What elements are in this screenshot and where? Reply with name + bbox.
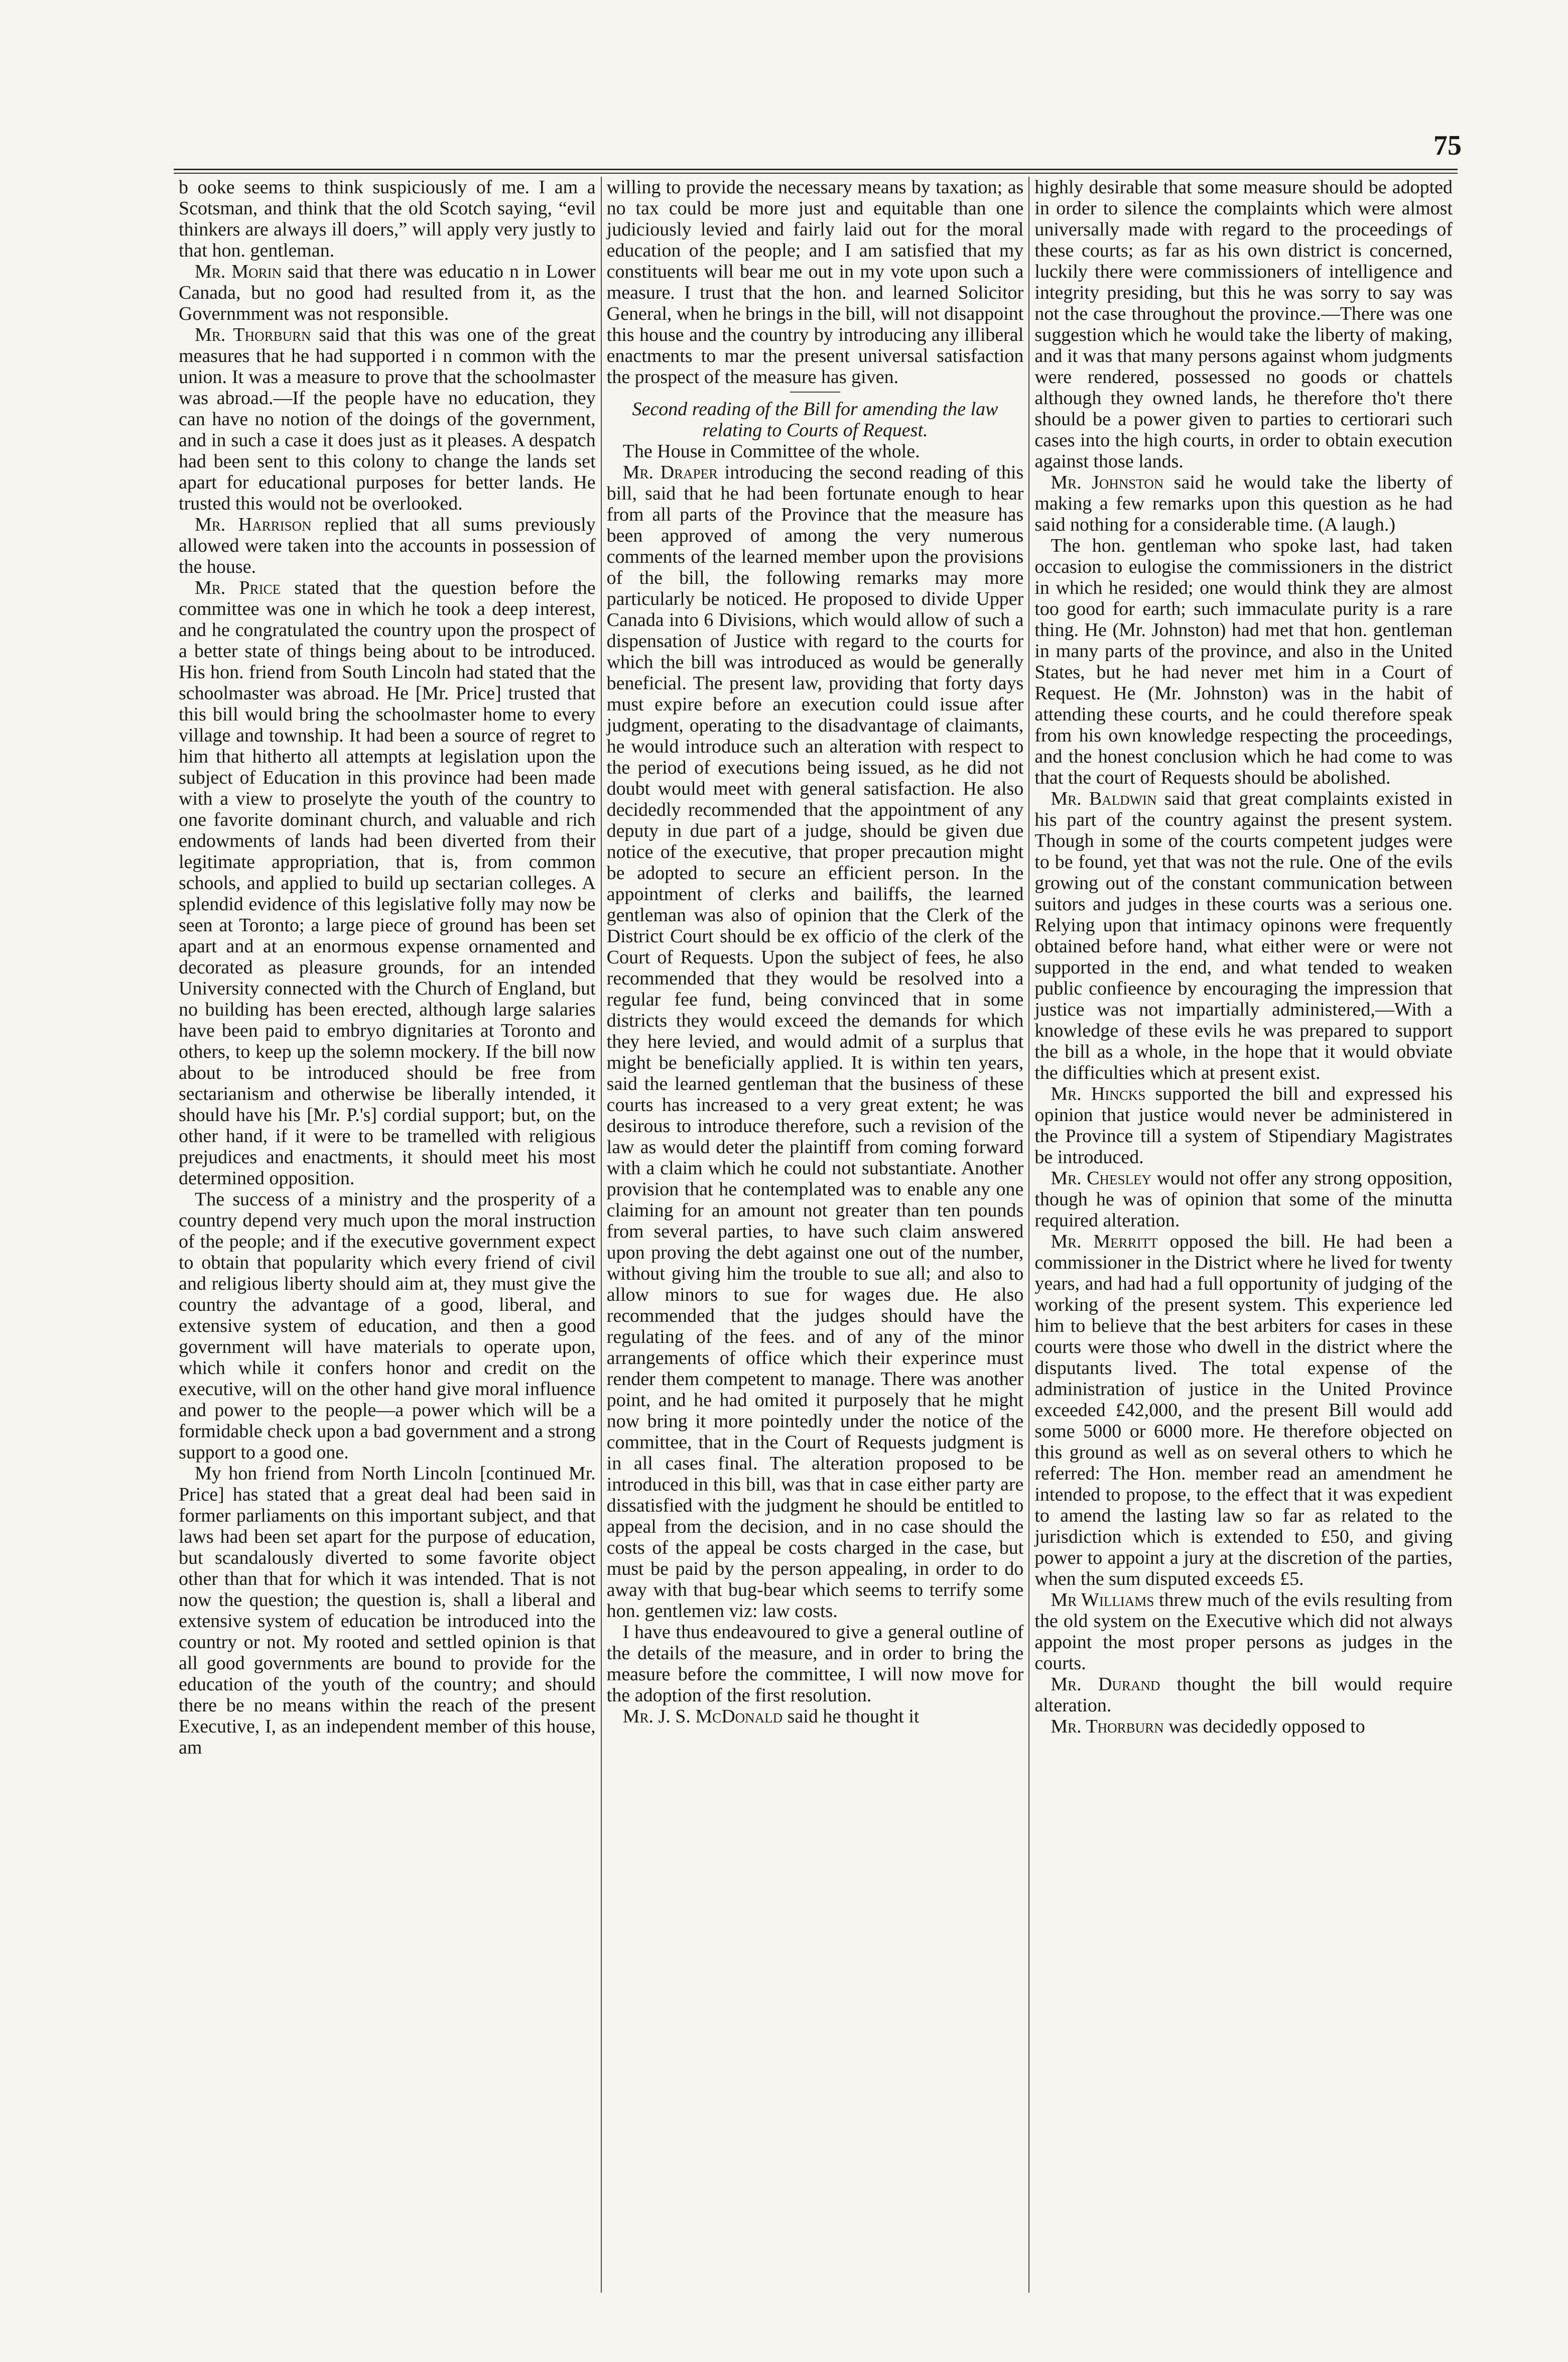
paragraph-text: replied that all sums previously allowed were taken into the accounts in possession of the house.: [179, 514, 596, 577]
paragraph-text: stated that the question before the committee was one in which he took a deep interest, and he congratulated the country upon the prospect of a better state of things being about to be introduced. His hon. friend from South Lincoln had stated that the schoolmaster was abroad. He [Mr. Price] trusted that this bill would bring the schoolmaster home to every village and township. It had been a source of regret to him that hitherto all attempts at legislation upon the subject of Education in this province had been made with a view to proselyte the youth of the country to one favorite dominant church, and valuable and rich endowments of lands had been diverted from their legitimate appropriation, that is, from common schools, and applied to build up sectarian colleges. A splendid evidence of this legislative folly may now be seen at Toronto; a large piece of ground has been set apart and at an enormous expense ornamented and decorated as pleasure grounds, for an intended University connected with the Church of England, but no building has been erected, although large salaries have been paid to embryo dignitaries at Toronto and others, to keep up the solemn mockery. If the bill now about to be introduced should be free from sectarianism and otherwise be liberally intended, it should have his [Mr. P.'s] cordial support; but, on the other hand, if it were to be tramelled with religious prejudices and enactments, it should meet his most determined opposition.: [179, 577, 596, 1189]
paragraph-text: My hon friend from North Lincoln [continued Mr. Price] has stated that a great deal had been said in former parliaments on this important subject, and that laws had been set apart for the purpose of education, but scandalously diverted to some favorite object other than that for which it was intended. That is not now the question; the question is, shall a liberal and extensive system of education be introduced into the country or not. My rooted and settled opinion is that all good governments are bound to provide for the education of the youth of the country; and should there be no means within the reach of the present Executive, I, as an independent member of this house, am: [179, 1463, 596, 1758]
speaker-name: Mr. Morin: [195, 261, 282, 282]
speaker-name: Mr. Harrison: [195, 514, 312, 535]
continued-paragraph: [179, 177, 596, 261]
paragraph: [179, 324, 596, 514]
paragraph: [1034, 788, 1453, 1083]
text-columns: [174, 177, 1458, 2293]
paragraph: [179, 514, 596, 577]
paragraph: [1034, 1589, 1453, 1674]
paragraph: [607, 1706, 1024, 1727]
paragraph: [179, 1463, 596, 1758]
paragraph: [179, 261, 596, 324]
speaker-name: Mr. Johnston: [1051, 472, 1164, 493]
paragraph: [1034, 535, 1453, 788]
speaker-name: Mr. Merritt: [1051, 1231, 1158, 1252]
paragraph-text: said that there was educatio n in Lower Canada, but no good had resulted from it, as the Governmment was not responsible.: [179, 261, 596, 324]
paragraph-text: willing to provide the necessary means by taxation; as no tax could be more just and equitable than one judiciously levied and fairly laid out for the moral education of the people; and I am satisfied that my constituents will bear me out in my vote upon such a measure. I trust that the hon. and learned Solicitor General, when he brings in the bill, will not disappoint this house and the country by introducing any illiberal enactments to mar the present universal satisfaction the prospect of the measure has given.: [606, 177, 1024, 388]
continued-paragraph: [1034, 177, 1453, 472]
paragraph: [1034, 472, 1453, 535]
speaker-name: Mr. J. S. McDonald: [622, 1706, 783, 1727]
header-rule-thin: [174, 173, 1458, 174]
speaker-name: Mr. Chesley: [1051, 1168, 1152, 1189]
paragraph-text: The success of a ministry and the prosperity of a country depend very much upon the moral instruction of the people; and if the executive government expect to obtain that popularity which every friend of civil and religious liberty should aim at, they must give the country the advantage of a good, liberal, and extensive system of education, and then a good government will have materials to operate upon, which while it confers honor and credit on the executive, will on the other hand give moral influence and power to the people—a power which will be a formidable check upon a bad government and a strong support to a good one.: [179, 1189, 596, 1463]
paragraph: [1034, 1083, 1453, 1168]
speaker-name: Mr. Draper: [622, 462, 718, 483]
paragraph: [607, 462, 1024, 1622]
section-heading: Second reading of the Bill for amending the law relating to Courts of Request.: [632, 399, 998, 441]
speaker-name: Mr. Baldwin: [1051, 788, 1157, 809]
paragraph: [1034, 1168, 1453, 1231]
paragraph: [1034, 1674, 1453, 1716]
column-2: [602, 177, 1030, 2293]
paragraph-text: highly desirable that some measure should be adopted in order to silence the complaints which were almost universally made with regard to the proceedings of these courts; as far as his own district is concerned, luckily there were commissioners of intelligence and integrity presiding, but this he was sorry to say was not the case throughout the province.—There was one suggestion which he would take the liberty of making, and it was that many persons against whom judgments were rendered, possessed no goods or chattels although they owned lands, he therefore tho't there should be a power given to parties to certiorari such cases into the high courts, in order to obtain execution against those lands.: [1034, 177, 1453, 472]
paragraph-text: was decidedly opposed to: [1163, 1716, 1365, 1737]
paragraph-text: The House in Committee of the whole.: [622, 441, 920, 462]
paragraph-text: supported the bill and expressed his opinion that justice would never be administered in the Province till a system of Stipendiary Magistrates be introduced.: [1034, 1083, 1453, 1168]
page-number: 75: [1433, 130, 1462, 161]
paragraph-text: introducing the second reading of this bill, said that he had been fortunate enough to hear from all parts of the Province that the measure has been approved of among the very numerous comments of the learned member upon the provisions of the bill, the following remarks may more particularly be noticed. He proposed to divide Upper Canada into 6 Divisions, which would allow of such a dispensation of Justice with regard to the courts for which the bill was introduced as would be generally beneficial. The present law, providing that forty days must expire before an execution could issue after judgment, operating to the disadvantage of claimants, he would introduce such an alteration with respect to the period of executions being issued, as he did not doubt would meet with general satisfaction. He also decidedly recommended that the appointment of any deputy in due part of a judge, should be given due notice of the executive, that proper precaution might be adopted to secure an efficient person. In the appointment of clerks and bailiffs, the learned gentleman was also of opinion that the Clerk of the District Court should be ex officio of the clerk of the Court of Requests. Upon the subject of fees, he also recommended that they would be resolved into a regular fee fund, being convinced that in some districts they would exceed the demands for which they here levied, and would admit of a surplus that might be beneficially applied. It is within ten years, said the learned gentleman that the business of these courts has increased to a very great extent; he was desirous to introduce therefore, such a revision of the law as would deter the plaintiff from coming forward with a claim which he could not substantiate. Another provision that he contemplated was to enable any one claiming for an amount not greater than ten pounds from several parties, to have such claim answered upon proving the debt against one out of the number, without giving him the trouble to sue all; and also to allow minors to sue for wages due. He also recommended that the judges should have the regulating of the fees. and of any of the minor arrangements of office which their experince must render them competent to manage. There was another point, and he had omited it purposely that he might now bring it more pointedly under the notice of the committee, that in the Court of Requests judgment is in all cases final. The alteration proposed to be introduced in this bill, was that in case either party are dissatisfied with the judgment he should be entitled to appeal from the decision, and in no case should the costs of the appeal be costs charged in the case, but must be paid by the person appealing, in order to do away with that bug-bear which seems to terrify some hon. gentlemen viz: law costs.: [606, 462, 1024, 1622]
speaker-name: Mr. Hincks: [1051, 1083, 1146, 1104]
paragraph: [607, 1622, 1024, 1706]
column-3: [1029, 177, 1458, 2293]
paragraph-text: The hon. gentleman who spoke last, had taken occasion to eulogise the commissioners in the district in which he resided; one would think they are almost too good for earth; such immaculate purity is a rare thing. He (Mr. Johnston) had met that hon. gentleman in many parts of the province, and also in the United States, but he had never met him in a Court of Request. He (Mr. Johnston) was in the habit of attending these courts, and he could therefore speak from his own knowledge respecting the proceedings, and the honest conclusion which he had come to was that the court of Requests should be abolished.: [1034, 535, 1453, 788]
speaker-name: Mr. Thorburn: [1051, 1716, 1164, 1737]
header-rule: [174, 169, 1458, 170]
paragraph: [1034, 1231, 1453, 1589]
speaker-name: Mr Williams: [1051, 1589, 1154, 1610]
paragraph-text: said he would take the liberty of making a few remarks upon this question as he had said nothing for a considerable time. (A laugh.): [1034, 472, 1453, 535]
speaker-name: Mr. Price: [195, 577, 281, 598]
paragraph-text: threw much of the evils resulting from the old system on the Executive which did not always appoint the most proper persons as judges in the courts.: [1034, 1589, 1453, 1674]
column-1: [174, 177, 602, 2293]
paragraph: [1034, 1716, 1453, 1737]
paragraph-text: would not offer any strong opposition, though he was of opinion that some of the minutta required alteration.: [1034, 1168, 1453, 1231]
paragraph: [179, 577, 596, 1189]
paragraph-text: I have thus endeavoured to give a general outline of the details of the measure, and in order to bring the measure before the committee, I will now move for the adoption of the first resolution.: [606, 1622, 1024, 1706]
continued-paragraph: [607, 177, 1024, 388]
paragraph: [607, 441, 1024, 462]
paragraph-text: said that this was one of the great measures that he had supported i n common with the union. It was a measure to prove that the schoolmaster was abroad.—If the people have no education, they can have no notion of the doings of the government, and in such a case it does just as it pleases. A despatch had been sent to this colony to change the lands set apart for educational purposes for better lands. He trusted this would not be overlooked.: [179, 324, 596, 514]
speaker-name: Mr. Thorburn: [195, 324, 311, 345]
paragraph-text: said he thought it: [782, 1706, 920, 1727]
speaker-name: Mr. Durand: [1051, 1674, 1160, 1695]
paragraph-text: b ooke seems to think suspiciously of me. I am a Scotsman, and think that the old Scotch saying, “evil thinkers are always ill doers,” will apply very justly to that hon. gentleman.: [179, 177, 596, 261]
section-divider: [790, 392, 840, 393]
paragraph: [179, 1189, 596, 1463]
paragraph-text: said that great complaints existed in his part of the country against the present system. Though in some of the courts competent judges were to be found, yet that was not the rule. One of the evils growing out of the constant communication between suitors and judges in these courts was a serious one. Relying upon that intimacy opinons were frequently obtained before hand, what either were or were not supported in the end, and what tended to weaken public confieence by encouraging the impression that justice was not impartially administered,—With a knowledge of these evils he was prepared to support the bill as a whole, in the hope that it would obviate the difficulties which at present exist.: [1034, 788, 1453, 1083]
paragraph-text: opposed the bill. He had been a commissioner in the District where he lived for twenty years, and had had a full opportunity of judging of the working of the present system. This experience led him to believe that the best arbiters for cases in these courts were those who dwell in the district where the disputants lived. The total expense of the administration of justice in the United Province exceeded £42,000, and the present Bill would add some 5000 or 6000 more. He therefore objected on this ground as well as on several others to which he referred: The Hon. member read an amendment he intended to propose, to the effect that it was expedient to amend the lasting law so far as related to the jurisdiction which is extended to £50, and giving power to appoint a jury at the discretion of the parties, when the sum disputed exceeds £5.: [1034, 1231, 1453, 1589]
paragraph-text: thought the bill would require alteration.: [1034, 1674, 1453, 1716]
